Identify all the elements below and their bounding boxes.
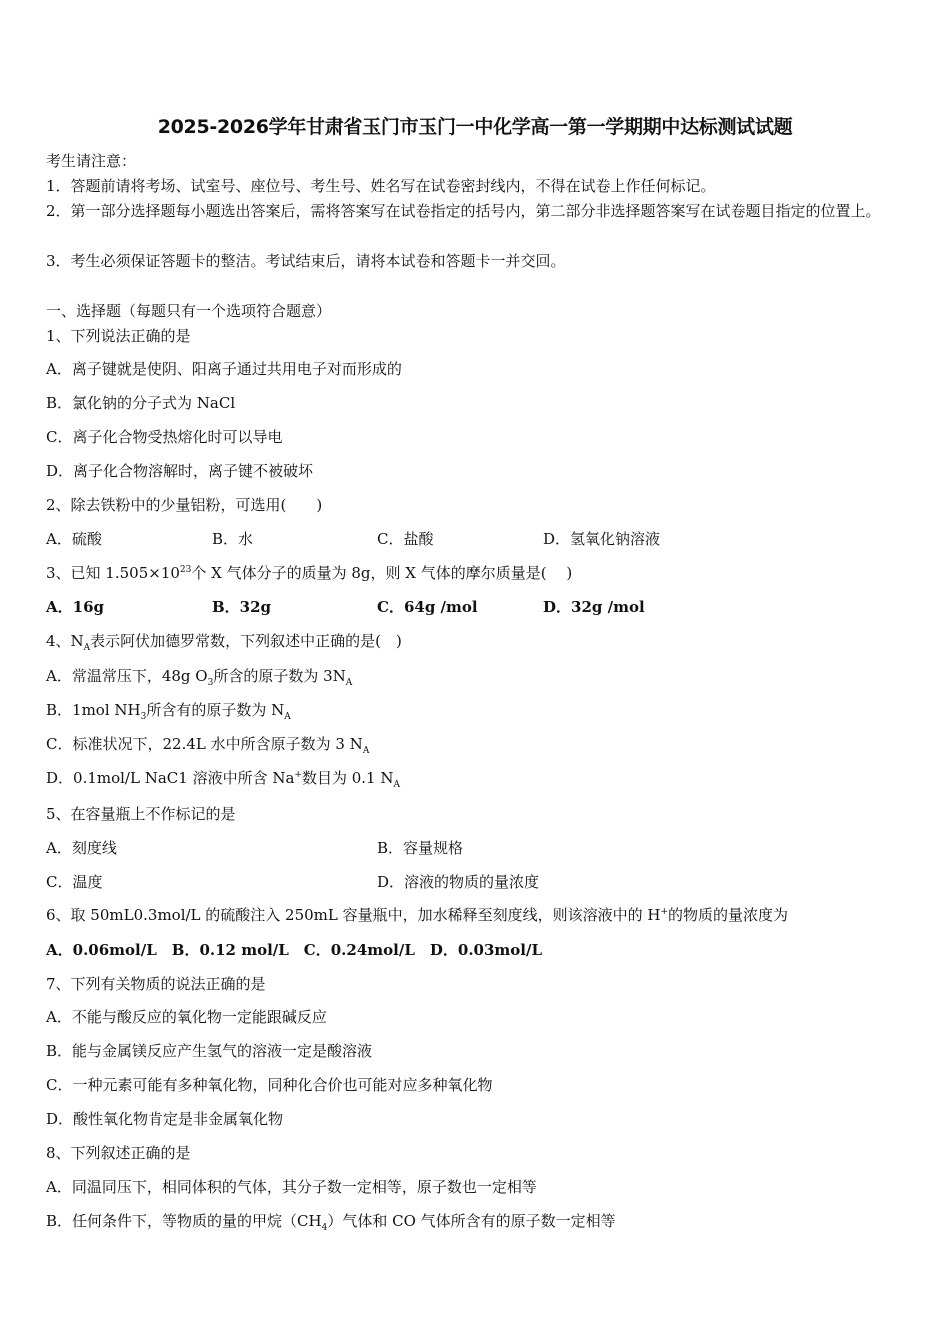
notice-item-1: 1．答题前请将考场、试室号、座位号、考生号、姓名写在试卷密封线内，不得在试卷上作任何标记。 (46, 177, 716, 195)
section-heading: 一、选择题（每题只有一个选项符合题意） (46, 302, 332, 320)
question-7-option-c: C．一种元素可能有多种氧化物，同种化合价也可能对应多种氧化物 (46, 1076, 493, 1094)
question-7-option-b: B．能与金属镁反应产生氢气的溶液一定是酸溶液 (46, 1042, 373, 1060)
question-1-option-c: C．离子化合物受热熔化时可以导电 (46, 428, 283, 446)
question-1-stem: 1、下列说法正确的是 (46, 327, 191, 345)
page-title: 2025-2026学年甘肃省玉门市玉门一中化学高一第一学期期中达标测试试题 (157, 116, 793, 138)
question-8-option-b: B．任何条件下，等物质的量的甲烷$(CH_4)$气体和 CO 气体所含有的原子数一定相等 (46, 1212, 616, 1233)
question-1-option-d: D．离子化合物溶解时，离子键不被破坏 (46, 462, 314, 480)
question-1-option-b: B．氯化钠的分子式为 NaCl (46, 394, 236, 412)
question-6-options: A．0.06mol/L B．0.12 mol/L C．0.24mol/L D．0.03mol/L (46, 941, 543, 959)
question-5-option-d: D．溶液的物质的量浓度 (377, 873, 540, 891)
question-8-option-a: A．同温同压下，相同体积的气体，其分子数一定相等，原子数也一定相等 (46, 1178, 537, 1196)
question-5-option-a: A．刻度线 (46, 839, 117, 857)
question-7-option-d: D．酸性氧化物肯定是非金属氧化物 (46, 1110, 284, 1128)
notice-item-2: 2．第一部分选择题每小题选出答案后，需将答案写在试卷指定的括号内，第二部分非选择题答案写在试卷题目指定的位置上。 (46, 202, 881, 220)
question-2-option-c: C．盐酸 (377, 530, 434, 548)
question-3-option-c: C．64g /mol (377, 598, 478, 616)
question-7-option-a: A．不能与酸反应的氧化物一定能跟碱反应 (46, 1008, 327, 1026)
question-3-stem: 3、已知 $1.505\times 10^{23}$个 X 气体分子的质量为 8g，则 X 气体的摩尔质量是( ) (46, 564, 573, 582)
question-2-option-b: B．水 (212, 530, 254, 548)
question-3-option-a: A．16g (46, 598, 105, 616)
notice-item-3: 3．考生必须保证答题卡的整洁。考试结束后，请将本试卷和答题卡一并交回。 (46, 252, 566, 270)
question-4-option-b: B．1mol $NH_3$所含有的原子数为 $N_A$ (46, 701, 291, 722)
question-2-option-a: A．硫酸 (46, 530, 102, 548)
question-2-stem: 2、除去铁粉中的少量铝粉，可选用( ) (46, 496, 323, 514)
notice-heading: 考生请注意： (46, 152, 137, 170)
question-3-option-d: D．32g /mol (543, 598, 645, 616)
question-8-stem: 8、下列叙述正确的是 (46, 1144, 191, 1162)
question-5-option-b: B．容量规格 (377, 839, 464, 857)
question-7-stem: 7、下列有关物质的说法正确的是 (46, 975, 266, 993)
question-5-stem: 5、在容量瓶上不作标记的是 (46, 805, 236, 823)
question-2-option-d: D．氢氧化钠溶液 (543, 530, 661, 548)
question-3-option-b: B．32g (212, 598, 272, 616)
question-4-option-c: C．标准状况下，22.4L 水中所含原子数为 3 $N_A$ (46, 735, 370, 756)
question-4-option-d: D．0.1mol/L NaC1 溶液中所含 Na+数目为 0.1 $N_A$ (46, 769, 400, 790)
question-1-option-a: A．离子键就是使阴、阳离子通过共用电子对而形成的 (46, 360, 402, 378)
question-6-stem: 6、取 50mL0.3mol/L 的硫酸注入 250mL 容量瓶中，加水稀释至刻度线，则该溶液中的 H+的物质的量浓度为 (46, 906, 789, 924)
question-4-stem: 4、$N_A$表示阿伏加德罗常数，下列叙述中正确的是( ) (46, 632, 402, 653)
question-5-option-c: C．温度 (46, 873, 103, 891)
question-4-option-a: A．常温常压下，48g $O_3$所含的原子数为 $3N_A$ (46, 667, 353, 688)
